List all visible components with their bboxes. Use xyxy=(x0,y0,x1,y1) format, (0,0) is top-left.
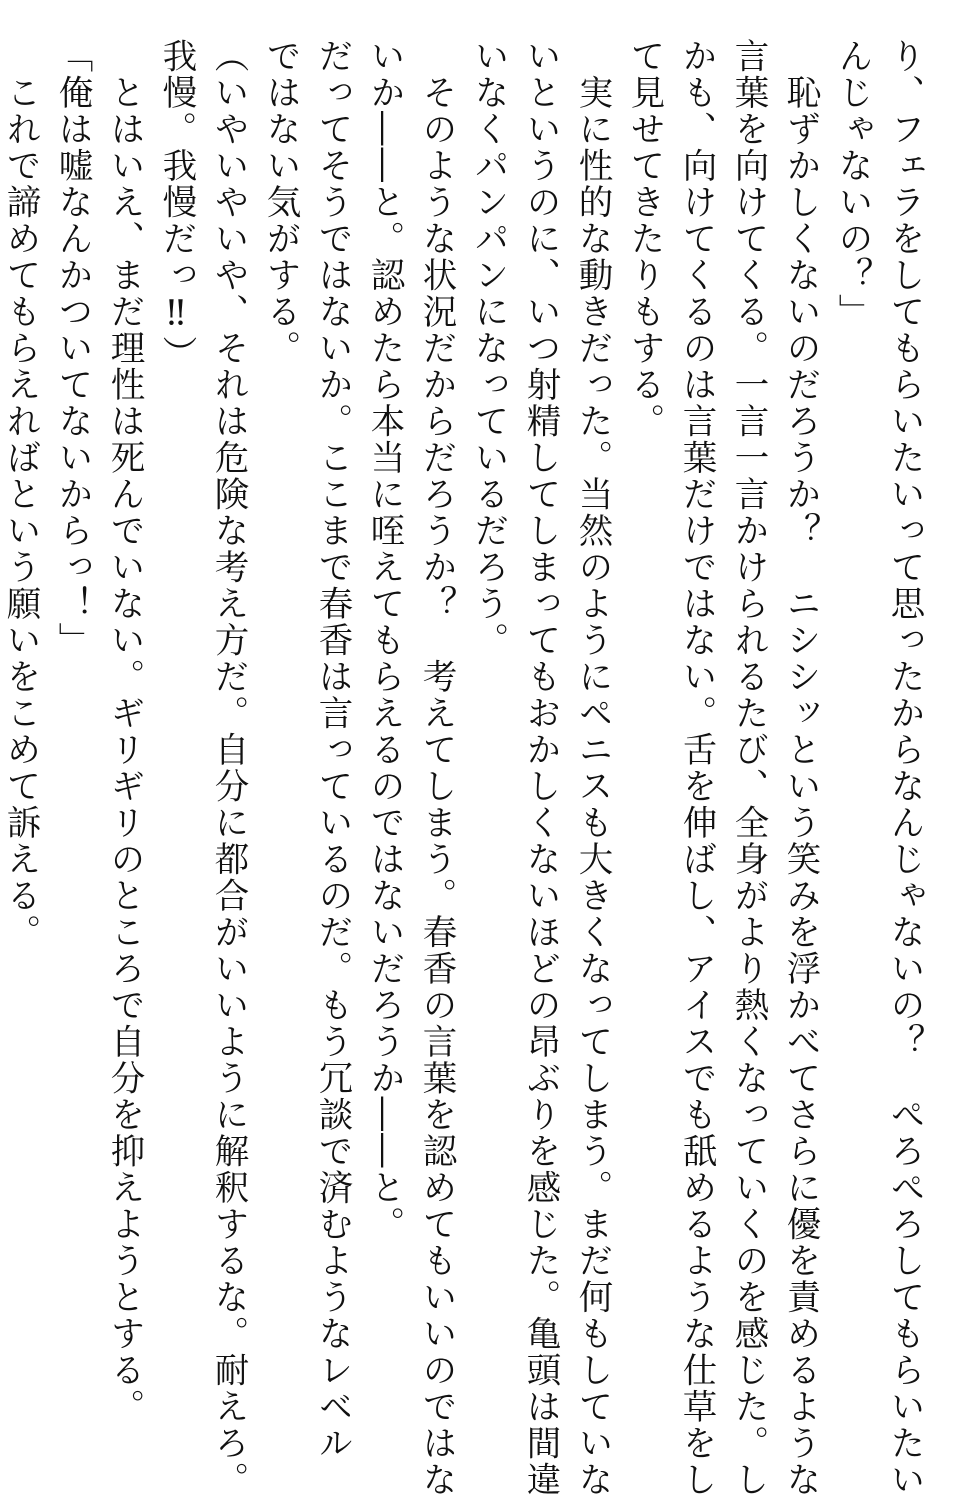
text-line: て見せてきたりもする。 xyxy=(624,38,664,440)
text-line: 「俺は嘘なんかついてないからっ！」 xyxy=(52,38,92,659)
text-line: とはいえ、まだ理性は死んでいない。ギリギリのところで自分を抑えようとする。 xyxy=(104,38,144,1425)
text-line: かも、向けてくるのは言葉だけではない。舌を伸ばし、アイスでも舐めるような仕草をし xyxy=(676,38,716,1498)
vertical-text-body xyxy=(0,38,930,1498)
text-line: （いやいやいや、それは危険な考え方だ。自分に都合がいいように解釈するな。耐えろ。 xyxy=(208,38,248,1498)
text-line: いか――と。認めたら本当に咥えてもらえるのではないだろうか――と。 xyxy=(364,38,404,1243)
text-line: んじゃないの？」 xyxy=(832,38,872,330)
text-line: これで諦めてもらえればという願いをこめて訴える。 xyxy=(0,38,40,951)
text-line: 実に性的な動きだった。当然のようにペニスも大きくなってしまう。まだ何もしていな xyxy=(572,38,612,1498)
text-line: だってそうではないか。ここまで春香は言っているのだ。もう冗談で済むようなレベル xyxy=(312,38,352,1462)
text-line: 言葉を向けてくる。一言一言かけられるたび、全身がより熱くなっていくのを感じた。し xyxy=(728,38,768,1498)
text-line: 我慢。我慢だっ‼） xyxy=(156,38,196,372)
text-line: 恥ずかしくないのだろうか？ ニシシッという笑みを浮かべてさらに優を責めるような xyxy=(780,38,820,1498)
text-line: いなくパンパンになっているだろう。 xyxy=(468,38,508,659)
text-line: そのような状況だからだろうか？ 考えてしまう。春香の言葉を認めてもいいのではな xyxy=(416,38,456,1498)
text-line: り、フェラをしてもらいたいって思ったからなんじゃないの？ ぺろぺろしてもらいたい xyxy=(884,38,924,1498)
text-line: ではない気がする。 xyxy=(260,38,300,367)
text-line: いというのに、いつ射精してしまってもおかしくないほどの昂ぶりを感じた。亀頭は間違 xyxy=(520,38,560,1498)
